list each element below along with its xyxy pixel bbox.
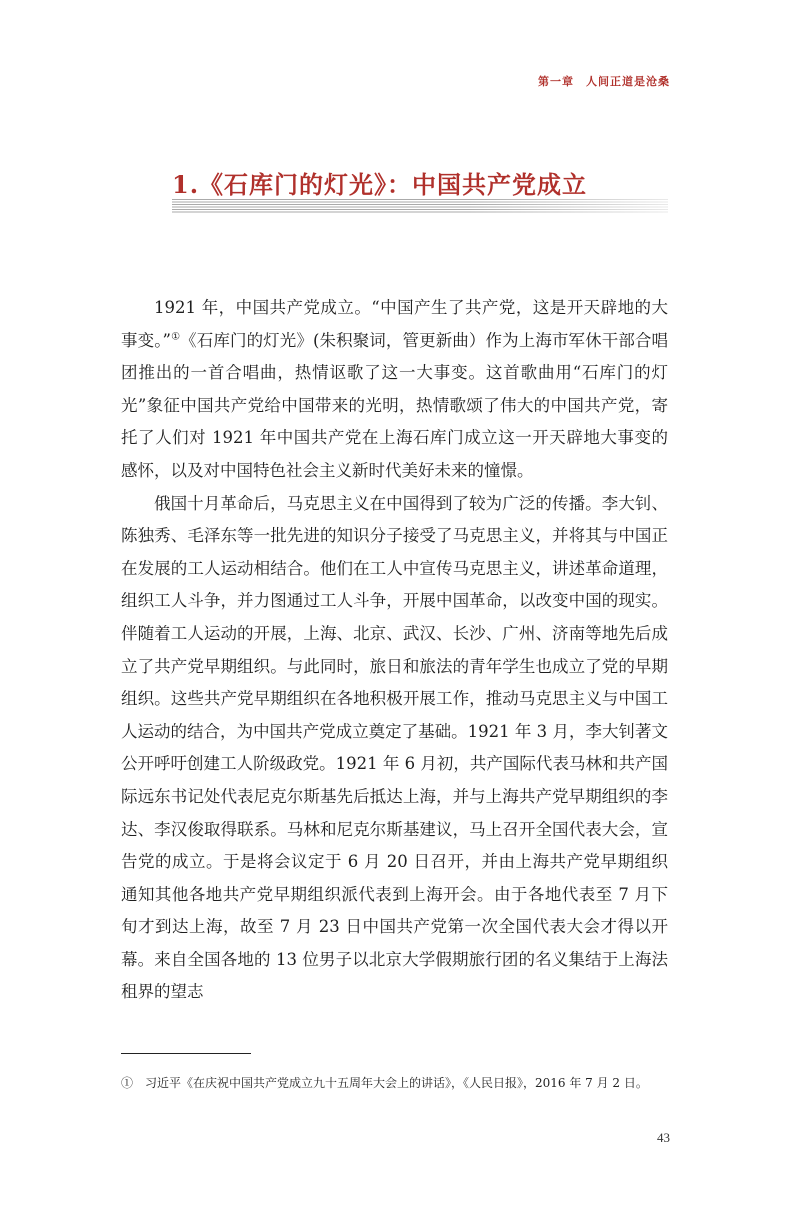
footnote: ① 习近平《在庆祝中国共产党成立九十五周年大会上的讲话》，《人民日报》，2016 年 7 月 2 日。 xyxy=(121,1076,648,1090)
title-rule-fade xyxy=(172,199,668,213)
footnote-separator xyxy=(121,1053,251,1054)
paragraph-1 xyxy=(121,292,668,488)
running-header: 第一章 人间正道是沧桑 xyxy=(538,75,670,88)
paragraph-1-text: 1921 年，中国共产党成立。“中国产生了共产党，这是开天辟地的大事变。” xyxy=(121,298,668,350)
section-title: 1.《石库门的灯光》：中国共产党成立 xyxy=(172,170,588,199)
paragraph-1-text-cont: 《石库门的灯光》(朱积聚词，管更新曲）作为上海市军休干部合唱团推出的一首合唱曲，热情讴歌了这一大事变。这首歌曲用“石库门的灯光”象征中国共产党给中国带来的光明，热情歌颂了伟大的中国共产党，寄托了人们对 1921 年中国共产党在上海石库门成立这一开天辟地大事变的感怀，以及对中国特色社会主义新时代美好未来的憧憬。 xyxy=(121,330,669,480)
page-number: 43 xyxy=(657,1130,670,1145)
body-text xyxy=(121,292,668,1009)
paragraph-2: 俄国十月革命后，马克思主义在中国得到了较为广泛的传播。李大钊、陈独秀、毛泽东等一批先进的知识分子接受了马克思主义，并将其与中国正在发展的工人运动相结合。他们在工人中宣传马克思主义，讲述革命道理，组织工人斗争，并力图通过工人斗争，开展中国革命，以改变中国的现实。伴随着工人运动的开展，上海、北京、武汉、长沙、广州、济南等地先后成立了共产党早期组织。与此同时，旅日和旅法的青年学生也成立了党的早期组织。这些共产党早期组织在各地积极开展工作，推动马克思主义与中国工人运动的结合，为中国共产党成立奠定了基础。1921 年 3 月，李大钊著文公开呼吁创建工人阶级政党。1921 年 6 月初，共产国际代表马林和共产国际远东书记处代表尼克尔斯基先后抵达上海，并与上海共产党早期组织的李达、李汉俊取得联系。马林和尼克尔斯基建议，马上召开全国代表大会，宣告党的成立。于是将会议定于 6 月 20 日召开，并由上海共产党早期组织通知其他各地共产党早期组织派代表到上海开会。由于各地代表至 7 月下旬才到达上海，故至 7 月 23 日中国共产党第一次全国代表大会才得以开幕。来自全国各地的 13 位男子以北京大学假期旅行团的名义集结于上海法租界的望志 xyxy=(121,493,668,1002)
footnote-reference: ① xyxy=(171,331,181,343)
